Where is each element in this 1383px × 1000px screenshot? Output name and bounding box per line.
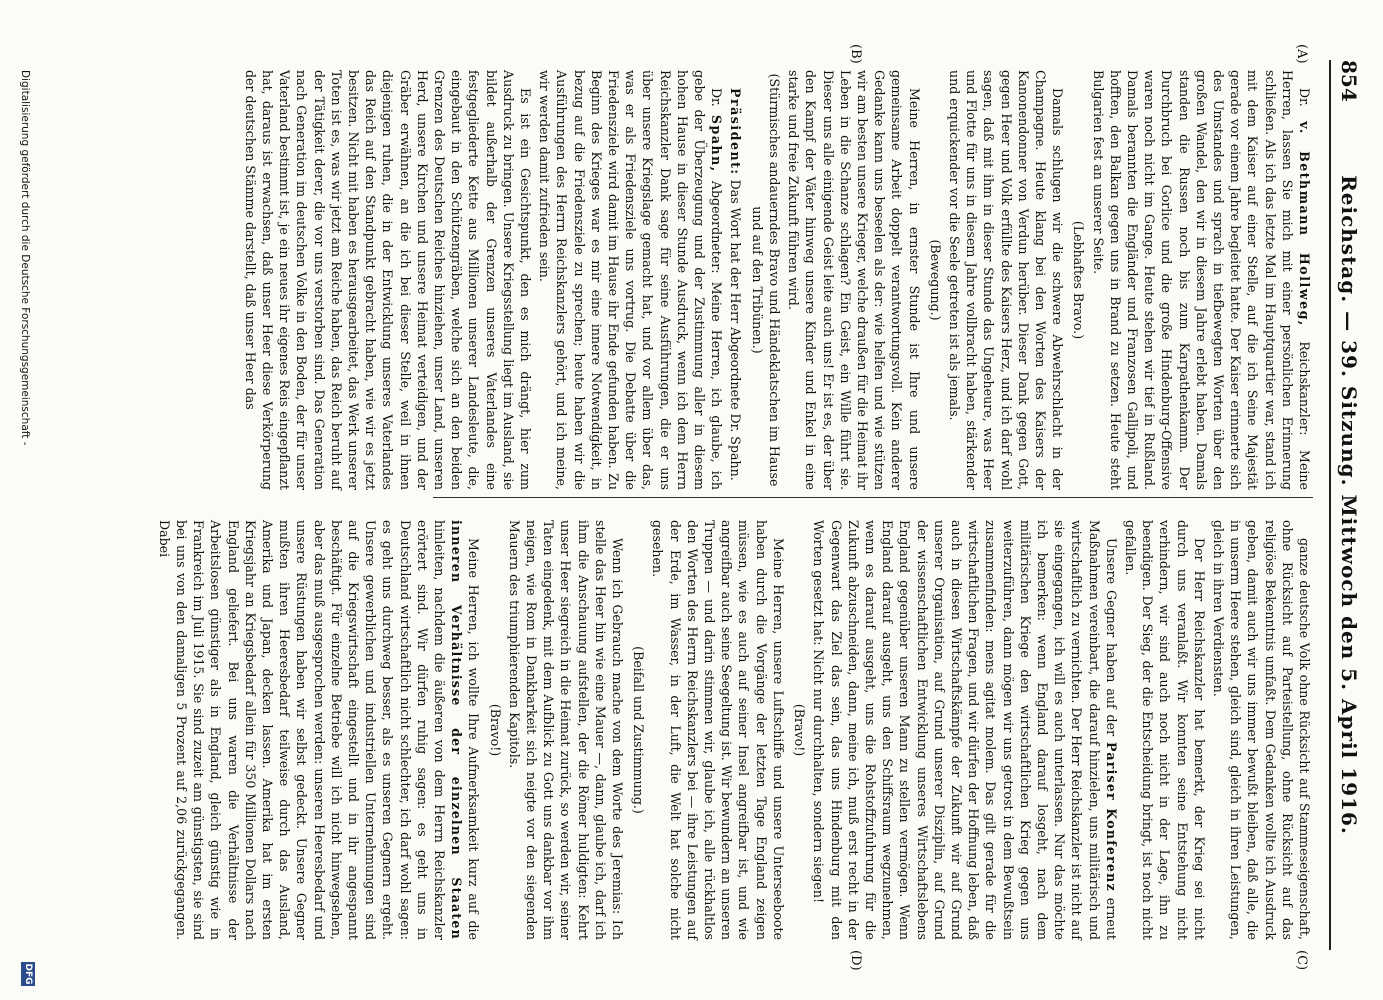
paragraph [727,70,744,490]
paragraph-text: erneut Maßnahmen vereinbart, die darauf hinzielen, uns militärisch und wirtschaftlich zu vernichten. Der Herr Reichskanzler ist nicht auf sie eingegangen, ich will es auch unterlassen. Nur das möchte ich bemerken: wenn England darauf losgeht, nach dem militärischen Kriege den wirtschaftlichen Krieg gegen uns weiterzuführen, dann mögen wir uns getrost in dem Bewußtsein zusammenfinden: mens agitat molem. Das gilt gerade für die wirtschaftlichen Fragen, und wir dürfen der Hoffnung leben, daß auch in diesen Wirtschaftskämpfe der Zukunft wir auf Grund unserer Organisation, auf Grund unserer Disziplin, auf Grund der wissenschaftlichen Entwicklung unseres Wirtschaftslebens England gegenüber unseren Mann zu stellen vermögen. Wenn England darauf ausgeht, uns den Schiffsraum wegzunehmen, wenn es darauf ausgeht, uns die Rohstoffzufuhrung für die Zukunft abzuschneiden, dann, meine ich, muß erst recht in der Gegenwart das Ziel das sein, das uns Hindenburg mit den Worten gesetzt hat: Nicht nur durchhalten, sondern siegen! [811,520,1119,940]
paragraph: Wenn ich Gebrauch mache von dem Worte des Jeremias: Ich stelle das Heer hin wie eine Mauer —, dann, glaube ich, darf ich ihm die Anschauung aufstellen, der die Römer huldigten: Kehrt unser Heer siegreich in die Heimat zurück, so werden wir, seiner Taten eingedenk, mit dem Aufblick zu Gott uns dankbar vor ihm neigen, wie Rom in Dankbarkeit sich neigte vor den siegenden Mauern des triumphierenden Kapitols. [506,520,626,940]
page-number: 854 [1337,60,1361,102]
paragraph-text: Das Wort hat der Herr Abgeordnete Dr. Spahn. [728,179,744,481]
stage-direction: (Bravo!) [487,703,503,757]
paragraph-text: Meine Herren, ich wollte Ihre Aufmerksamkeit kurz auf die [466,538,482,940]
stage-direction: (Beifall und Zustimmung.) [631,646,647,814]
paragraph-text: Abgeordneter: Meine Herren, ich glaube, ich gebe der Überzeugung und der Zustimmung aller in diesem hohen Hause in dieser Stunde Ausdruck, wenn ich dem Herrn Reichskanzler Dank sage für seine Ausführungen, die er uns über unsere Kriegslage gemacht hat, und vor allem über das, was er als Friedensziele uns vortrug. Die Debatte über die Friedensziele wird damit im Hause ihr Ende gefunden haben. Zu Beginn des Krieges war es mir eine innere Notwendigkeit, in bezug auf die Friedensziele zu sprechen; heute haben wir die Ausführungen des Herrn Reichskanzlers gehört, und ich meine, wir werden damit zufrieden sein. [537,70,725,490]
paragraph: ganze deutsche Volk ohne Rücksicht auf Stammeseigenschaft, ohne Rücksicht auf Parteistellung, ohne Rücksicht auf das religiöse Bekenntnis umfaßt. Dem Gedanken wollte ich Ausdruck geben, damit auch wir uns immer bewußt bleiben, daß alle, die in unserm Heere stehen, gleich sind, gleich in ihren Leistungen, gleich in ihren Verdiensten. [1210,520,1312,940]
paragraph [156,520,483,940]
speaker-name: Spahn, [709,114,725,173]
paragraph: Es ist ein Gesichtspunkt, den es mich drängt, hier zum Ausdruck zu bringen. Unsere Kriegsstellung liegt im Ausland, sie bildet außerhalb der Grenzen unseres Vaterlandes eine festgegliederte Kette aus Millionen unserer Landesleute, die, eingebaut in den Schützengräben, welche sich an den beiden Grenzen des Deutschen Reiches hinziehen, unser Land, unseren Herd, unsere Kirchen und unsere Heimat verteidigen, und der Gräber erwähnen, an die ich bei dieser Stelle, weil in ihnen diejenigen ruhen, die in der Entwicklung unseres Vaterlandes das Reich auf den Standpunkt gebracht haben, wie wir es jetzt besitzen. Nicht mit haben es herausgearbeitet, das Werk unserer Toten ist es, was wir jetzt am Reiche haben, das Reich beruht auf der Tätigkeit derer, die vor uns verstorben sind. Das Generation nach Generation im deutschen Volke in den Boden, der für unser Vaterland bestimmt ist, je ein neues ihr eigenes Reis eingepflanzt hat, daraus ist erwachsen, daß unser Heer diese Verkörperung der deutschen Stämme darstellt, daß unser Heer das [242,70,534,490]
margin-marker-b: (B) [848,44,863,64]
paragraph [536,70,725,490]
digitization-credit: Digitalisierung gefördert durch die Deutsche Forschungsgemeinschaft - [19,70,31,446]
speaker-title: Dr. [709,88,725,107]
running-title: Reichstag. — 39. Sitzung. Mittwoch den 5. April 1916. [1337,175,1361,835]
stage-direction: (Bewegung.) [927,239,943,321]
paragraph-text: Unsere Gegner haben auf der [1103,538,1119,737]
stage-direction: (Stürmisches andauerndes Bravo und Händeklatschen im Hause und auf den Tribünen.) [749,73,782,487]
dfg-logo: DFG [23,963,33,985]
paragraph: Meine Herren, unsere Luftschiffe und unsere Unterseeboote haben durch die Vorgänge der letzten Tage England zeigen müssen, wie es auch auf seiner Insel angreifbar ist, und wie angreifbar auch seine Seegeltung ist. Wir bewundern an unseren Truppen — und darin stimmen wir, glaube ich, alle rückhaltlos den Worten des Herrn Reichskanzlers bei — ihre Leistungen auf der Erde, im Wasser, in der Luft, die Welt hat solche nicht gesehen. [650,520,786,940]
paragraph-text: hinleiten, nachdem die äußeren von dem Herrn Reichskanzler erörtert sind. Wir dürfen ruhig sagen: es geht uns in Deutschland wirtschaftlich nicht schlechter, ich darf wohl sagen: es geht uns durchweg besser, als es unseren Gegnern ergeht. Unsere gewerblichen und industriellen Unternehmungen sind auf die Kriegswirtschaft eingestellt und in ihr angespannt beschäftigt. Für einzelne Betriebe will ich nicht hinwegsehen, aber das muß ausgesprochen werden: unseren Heeresbedarf und unsere Rüstungen haben wir selbst gedeckt. Unsere Gegner mußten ihren Heeresbedarf teilweise durch das Ausland, Amerika und Japan, decken lassen. Amerika hat im ersten Kriegsjahr an Kriegsbedarf allein für 350 Millionen Dollars nach England geliefert. Bei uns waren die Verhältnisse der Arbeitslosen günstiger als in England, gleich günstig wie in Frankreich im Juli 1915. Sie sind zuzeit am günstigsten, sie sind bei uns von den damaligen 5 Prozent auf 2,06 zurückgegangen. Dabei [156,520,448,940]
paragraph: Damals schlugen wir die schwere Abwehrschlacht in der Champagne. Heute klang bei den Worten des Kaisers der Kanonendonner von Verdun herüber. Dieser Dank gegen Gott, gegen Heer und Volk erfüllte des Kaisers Herz, und ich darf wohl sagen, daß mit ihm in dieser Stunde das Ungeheure, was Heer und Flotte für uns in diesem Jahre vollbracht haben, stärkender und erquickender vor die Seele getreten ist als jemals. [946,70,1066,490]
margin-marker-a: (A) [1294,44,1309,64]
emphasized-term: Pariser Konferenz [1103,742,1119,892]
column-divider [433,497,1313,498]
speaker-title: Dr. [1297,88,1312,107]
left-column [242,70,1313,490]
page-header [1329,60,1365,950]
paragraph: Meine Herren, in ernster Stunde ist Ihre und unsere gemeinsame Arbeit doppelt verantwortungsvoll. Kein anderer Gedanke kann uns beseelen als der: wie helfen und wie stützen wir am besten unsere Krieger, welche draußen für die Heimat ihr Leben in die Schanze schlagen? Ein Geist, ein Wille führt sie. Dieser uns alle einigende Geist leite auch uns! Er ist es, der über den Kampf der Väter hinweg unsere Kinder und Enkel in eine starke und freie Zukunft führen wird. [786,70,922,490]
margin-marker-d: (D) [848,950,863,971]
paragraph [810,520,1120,940]
margin-marker-c: (C) [1294,950,1309,971]
paragraph: Der Herr Reichskanzler hat bemerkt, der Krieg sei nicht durch uns veranlaßt. Wir konnten seine Entstehung nicht verhindern, wir sind auch noch nicht in der Lage, ihn zu beendigen. Der Sieg, der die Entscheidung bringt, ist noch nicht gefallen. [1122,520,1207,940]
stage-direction: (Lebhaftes Bravo.) [1071,220,1087,340]
stage-direction: (Bravo!) [792,703,808,757]
emphasized-term: inneren Verhältnisse der einzelnen Staaten [449,520,465,940]
right-column [156,520,1313,940]
speaker-name: v. Bethmann Hollweg, [1297,121,1312,327]
paragraph [1089,70,1313,490]
paragraph-text: Reichskanzler: Meine Herren, lassen Sie mich mit einer persönlichen Erinnerung schließen. Als ich das letzte Mal im Hauptquartier war, stand ich mit dem Kaiser auf einer Stelle, auf die ich Seine Majestät gerade vor einem Jahre begleitet hatte. Der Kaiser erinnerte sich des Umstandes und sprach in tiefbewegten Worten über den großen Wandel, den wir in diesem Jahre erlebt haben. Damals standen die Russen noch bis zum Karpathenkamm. Der Durchbruch bei Gorlice und die große Hindenburg-Offensive waren noch nicht im Gange. Heute stehen wir tief in Rußland. Damals berannten die Engländer und Franzosen Gallipoli, und hofften, den Balkan gegen uns in Brand zu setzen. Heute steht Bulgarien fest an unserer Seite. [1090,70,1312,490]
speaker-name: Präsident: [728,88,744,176]
